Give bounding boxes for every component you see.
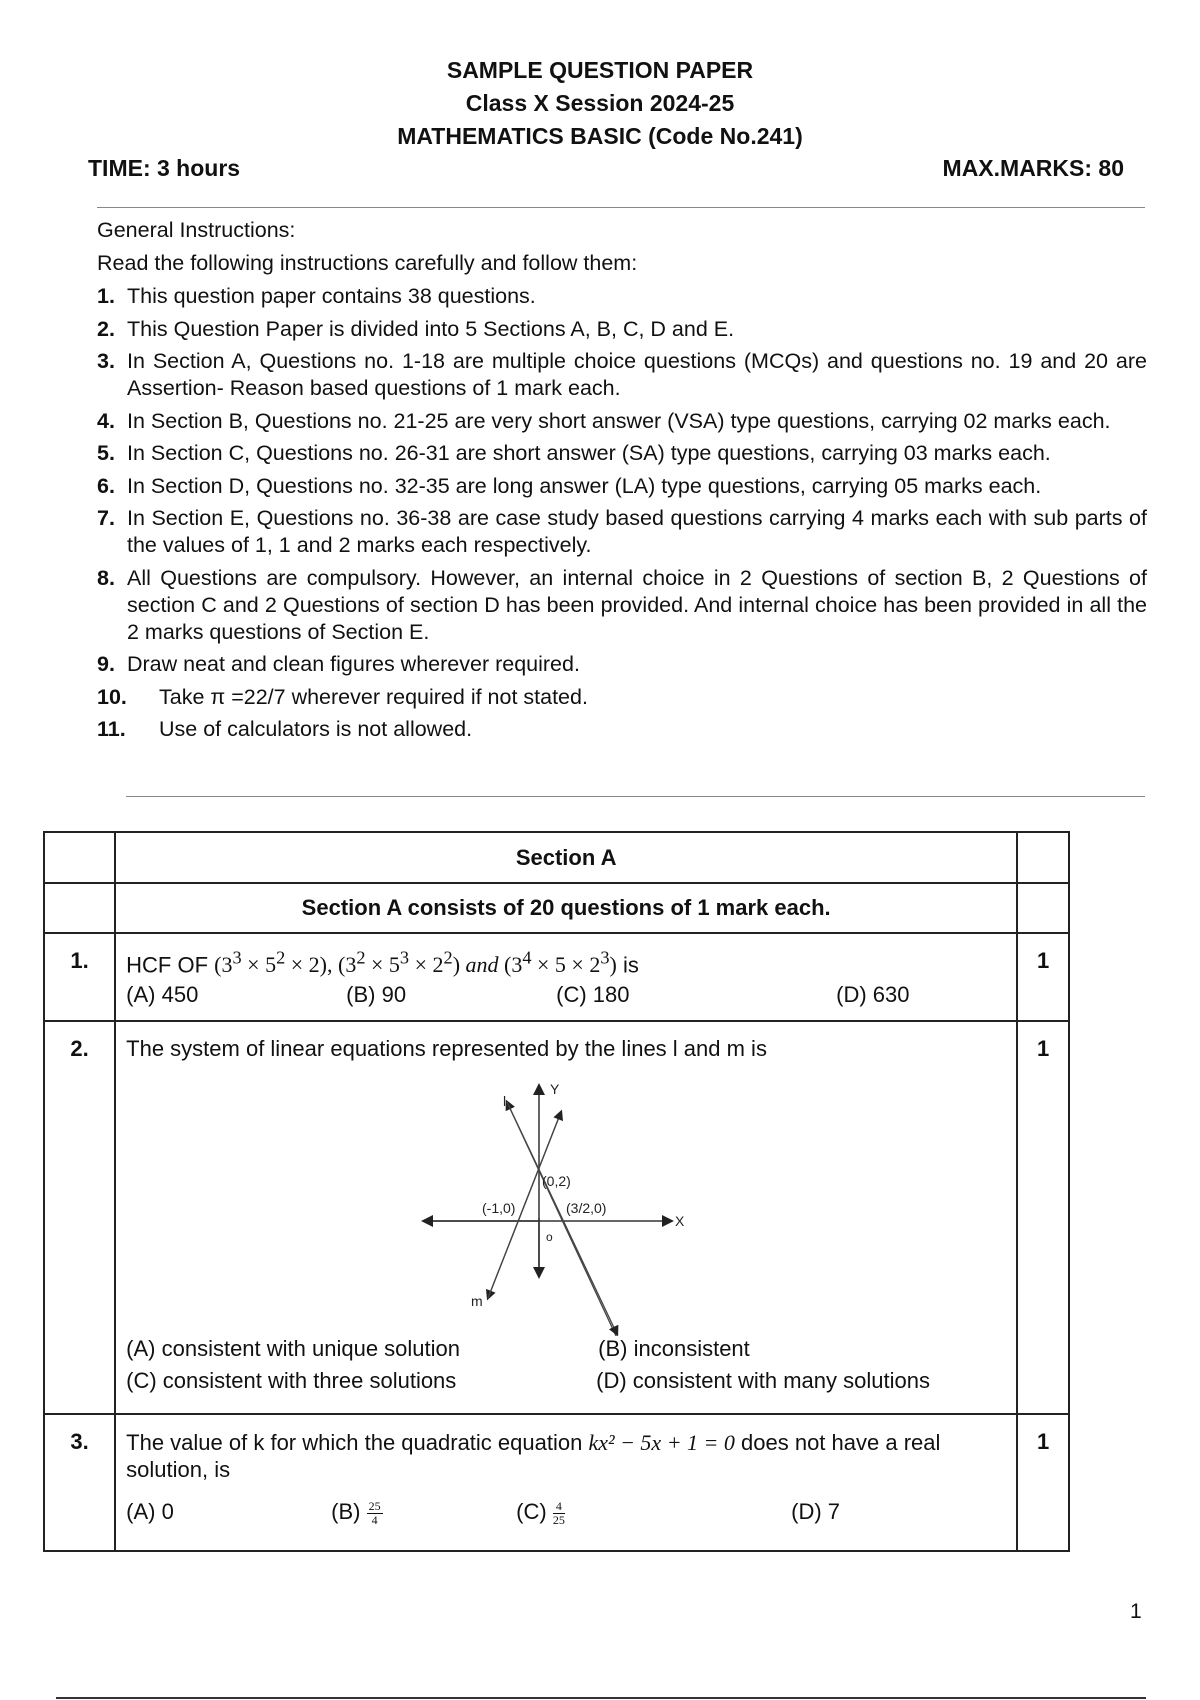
marks: 1 — [1017, 933, 1069, 1021]
instruction-item: 2. This Question Paper is divided into 5 Sections A, B, C, D and E. — [97, 316, 735, 341]
question-row — [44, 1021, 1069, 1414]
question-row — [44, 1414, 1069, 1551]
class-session: Class X Session 2024-25 — [465, 90, 735, 116]
line-l-label: l — [503, 1093, 507, 1110]
time: TIME: 3 hours — [88, 155, 241, 181]
instruction-item: 9. Draw neat and clean figures wherever required. — [97, 652, 580, 676]
section-subtitle: Section A consists of 20 questions of 1 mark each. — [115, 883, 1017, 933]
divider — [126, 796, 1145, 797]
instruction-item: 1. This question paper contains 38 questions. — [97, 284, 536, 308]
question-number: 1. — [44, 933, 115, 1021]
question-number: 2. — [44, 1021, 115, 1414]
point-label: (-1,0) — [482, 1200, 516, 1217]
instructions-heading: General Instructions: — [97, 218, 296, 242]
marks: 1 — [1017, 1414, 1069, 1551]
instruction-item: 6. In Section D, Questions no. 32-35 are long answer (LA) type questions, carrying 05 marks each. — [97, 473, 1042, 498]
option-d[interactable]: (D) 7 — [791, 1499, 841, 1525]
divider — [97, 207, 1145, 208]
page-number: 1 — [1130, 1600, 1142, 1623]
option-c[interactable]: (C) consistent with three solutions — [126, 1368, 457, 1394]
option-d[interactable]: (D) 630 — [836, 982, 910, 1008]
option-c[interactable]: (C) 180 — [556, 982, 630, 1008]
quadratic-equation: kx² − 5x + 1 = 0 — [588, 1430, 735, 1456]
line-l-end — [507, 1102, 617, 1334]
section-title: Section A — [115, 832, 1017, 883]
option-b[interactable]: (B) 90 — [346, 982, 407, 1008]
option-b[interactable]: (B) inconsistent — [598, 1336, 750, 1362]
instruction-item: 8. All Questions are compulsory. However, an internal choice in 2 Questions of section B, 2 Questions of section C and 2 Questions of section D has been provided. And internal choice has been provided in all the 2 marks questions of Section E. — [97, 565, 1147, 644]
point-label: (3/2,0) — [566, 1200, 607, 1217]
instruction-item: 10. Take π =22/7 wherever required if not stated. — [97, 684, 588, 709]
option-b[interactable]: (B) $\frac{25}{4}$ — [331, 1499, 381, 1528]
origin-label: o — [546, 1230, 553, 1245]
instruction-item: 7. In Section E, Questions no. 36-38 are case study based questions carrying 4 marks each with sub parts of the values of 1, 1 and 2 marks each respectively. — [97, 506, 1147, 557]
footer-line — [56, 1697, 1146, 1699]
instructions-intro: Read the following instructions carefully and follow them: — [97, 251, 638, 275]
marks: 1 — [1017, 1021, 1069, 1414]
point-label: (0,2) — [542, 1173, 571, 1190]
general-instructions — [97, 217, 1147, 749]
instruction-item: 3. In Section A, Questions no. 1-18 are multiple choice questions (MCQs) and questions no. 19 and 20 are Assertion- Reason based questions of 1 mark each. — [97, 349, 1147, 400]
option-c[interactable]: (C) $\frac{4}{25}$ — [516, 1499, 565, 1528]
question-row — [44, 933, 1069, 1021]
instruction-item: 11. Use of calculators is not allowed. — [97, 717, 473, 741]
questions-table — [43, 831, 1070, 1552]
option-a[interactable]: (A) consistent with unique solution — [126, 1336, 461, 1362]
y-axis-label: Y — [550, 1081, 560, 1098]
option-d[interactable]: (D) consistent with many solutions — [596, 1368, 930, 1394]
max-marks: MAX.MARKS: 80 — [942, 155, 1124, 181]
question-number: 3. — [44, 1414, 115, 1551]
line-m-label: m — [471, 1293, 483, 1310]
question-text: HCF OF $(3^3 \times 5^2 \times 2)$, $(3^2 \times 5^3 \times 2^2)$ and $(3^4 \times 5 \times 2^3)$ is — [126, 948, 639, 978]
instruction-item: 4. In Section B, Questions no. 21-25 are very short answer (VSA) type questions, carrying 02 marks each. — [97, 408, 1111, 433]
lines-graph-figure — [126, 1066, 1006, 1336]
x-axis-label: X — [675, 1213, 685, 1230]
option-a[interactable]: (A) 0 — [126, 1499, 174, 1525]
subject: MATHEMATICS BASIC (Code No.241) — [397, 123, 803, 149]
instruction-item: 5. In Section C, Questions no. 26-31 are short answer (SA) type questions, carrying 03 marks each. — [97, 441, 1051, 465]
option-a[interactable]: (A) 450 — [126, 982, 199, 1008]
paper-title: SAMPLE QUESTION PAPER — [446, 57, 754, 83]
question-text: The system of linear equations represented by the lines l and m is — [126, 1036, 767, 1062]
question-text: The value of k for which the quadratic equation kx² − 5x + 1 = 0 does not have a real solution, is — [126, 1430, 941, 1483]
